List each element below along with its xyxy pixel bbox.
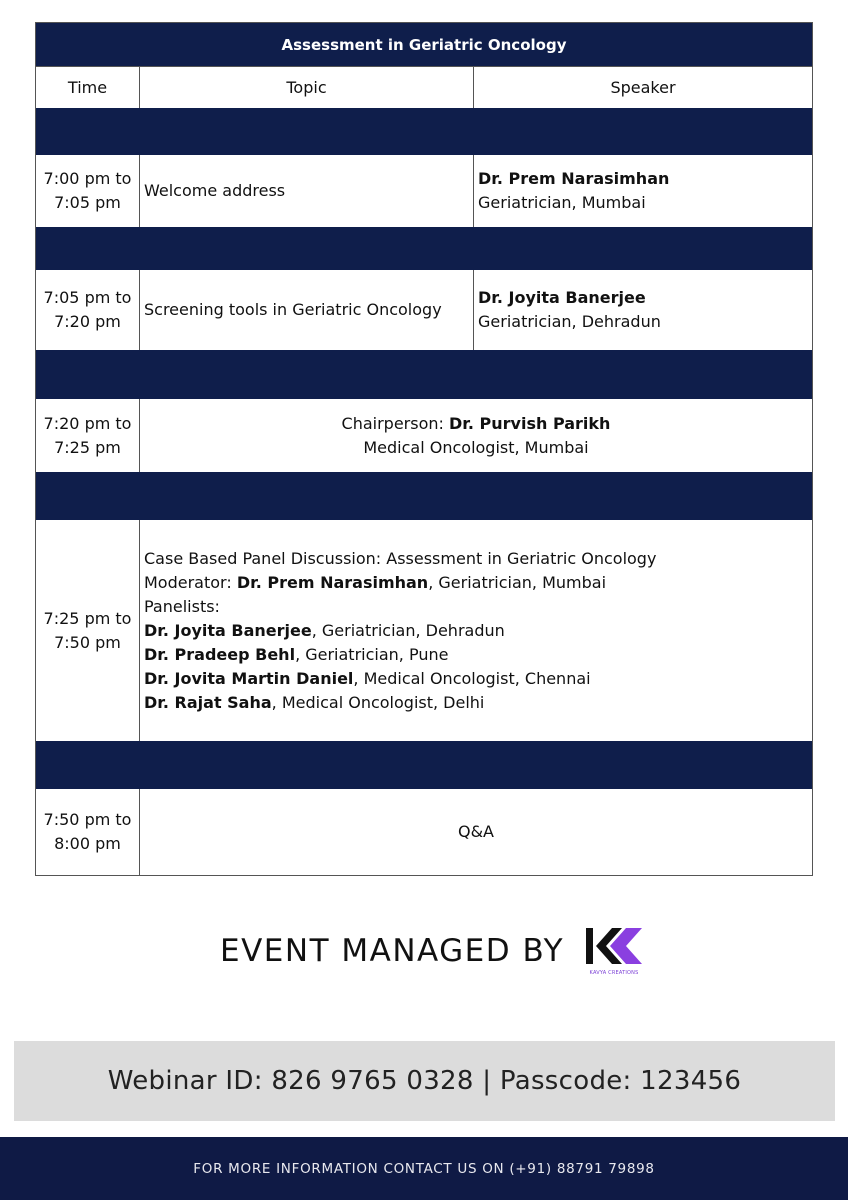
session-topic — [140, 789, 812, 875]
schedule-table — [35, 22, 813, 876]
moderator-label: Moderator: — [144, 572, 237, 592]
time-start: 7:20 pm to — [43, 413, 132, 433]
time-end: 8:00 pm — [54, 834, 121, 853]
session-topic — [140, 155, 474, 227]
moderator-line — [144, 571, 606, 595]
chairperson-name: Dr. Purvish Parikh — [449, 413, 611, 433]
managed-by-text: EVENT MANAGED BY — [220, 933, 565, 969]
speaker-role: Geriatrician, Mumbai — [478, 193, 646, 212]
topic-text: Welcome address — [144, 181, 286, 200]
session-row — [36, 399, 812, 472]
divider-bar — [36, 227, 812, 270]
time-end: 7:50 pm — [54, 632, 121, 652]
session-topic — [140, 270, 474, 350]
logo-chevrons-icon — [584, 926, 644, 970]
panelist-item — [144, 643, 448, 667]
panelist-name: Dr. Jovita Martin Daniel — [144, 668, 354, 688]
panelist-item — [144, 667, 591, 691]
session-chairperson — [140, 399, 812, 472]
header-speaker — [474, 67, 812, 108]
header-speaker-label: Speaker — [610, 77, 676, 97]
webinar-band — [14, 1041, 835, 1121]
session-row — [36, 270, 812, 350]
panelist-role: , Medical Oncologist, Chennai — [353, 668, 591, 688]
header-row — [36, 66, 812, 108]
speaker-name: Dr. Joyita Banerjee — [478, 288, 646, 307]
panelist-role: , Medical Oncologist, Delhi — [271, 692, 485, 712]
moderator-role: , Geriatrician, Mumbai — [428, 572, 607, 592]
session-row — [36, 520, 812, 741]
chairperson-role: Medical Oncologist, Mumbai — [363, 437, 589, 457]
time-start: 7:00 pm to — [43, 169, 132, 188]
speaker-name: Dr. Prem Narasimhan — [478, 169, 670, 188]
speaker-role: Geriatrician, Dehradun — [478, 312, 661, 331]
panelist-role: , Geriatrician, Pune — [295, 644, 449, 664]
company-logo — [584, 926, 644, 976]
session-time — [36, 399, 140, 472]
session-time — [36, 270, 140, 350]
footer-bar — [0, 1137, 848, 1200]
session-time — [36, 520, 140, 741]
panelists-label: Panelists: — [144, 596, 220, 616]
panelist-item — [144, 691, 484, 715]
panel-title: Case Based Panel Discussion: Assessment in Geriatric Oncology — [144, 548, 657, 568]
chairperson-label: Chairperson: — [341, 413, 449, 433]
topic-text: Q&A — [457, 822, 494, 841]
session-speaker — [474, 155, 812, 227]
header-time — [36, 67, 140, 108]
webinar-info: Webinar ID: 826 9765 0328 | Passcode: 123456 — [107, 1066, 742, 1096]
event-managed-by — [220, 926, 644, 976]
session-row — [36, 155, 812, 227]
topic-text: Screening tools in Geriatric Oncology — [144, 300, 442, 319]
footer-contact: FOR MORE INFORMATION CONTACT US ON (+91) 88791 79898 — [193, 1160, 655, 1177]
time-start: 7:05 pm to — [43, 288, 132, 307]
panelist-role: , Geriatrician, Dehradun — [311, 620, 505, 640]
time-end: 7:25 pm — [54, 437, 121, 457]
header-topic-label: Topic — [286, 77, 327, 97]
time-end: 7:05 pm — [54, 193, 121, 212]
header-topic — [140, 67, 474, 108]
time-end: 7:20 pm — [54, 312, 121, 331]
logo-caption: KAVYA CREATIONS — [589, 970, 639, 976]
time-start: 7:50 pm to — [43, 810, 132, 829]
panelist-name: Dr. Joyita Banerjee — [144, 620, 312, 640]
session-row — [36, 789, 812, 875]
divider-bar — [36, 741, 812, 789]
divider-bar — [36, 350, 812, 399]
panelist-name: Dr. Pradeep Behl — [144, 644, 296, 664]
chairperson-line — [342, 412, 611, 436]
divider-bar — [36, 472, 812, 520]
schedule-title: Assessment in Geriatric Oncology — [281, 35, 567, 54]
session-time — [36, 789, 140, 875]
moderator-name: Dr. Prem Narasimhan — [236, 572, 429, 592]
schedule-title-row — [36, 23, 812, 66]
session-speaker — [474, 270, 812, 350]
panelist-item — [144, 619, 505, 643]
panel-discussion — [140, 520, 812, 741]
divider-bar — [36, 108, 812, 155]
header-time-label: Time — [67, 77, 108, 97]
panelist-name: Dr. Rajat Saha — [144, 692, 272, 712]
time-start: 7:25 pm to — [43, 608, 132, 628]
session-time — [36, 155, 140, 227]
